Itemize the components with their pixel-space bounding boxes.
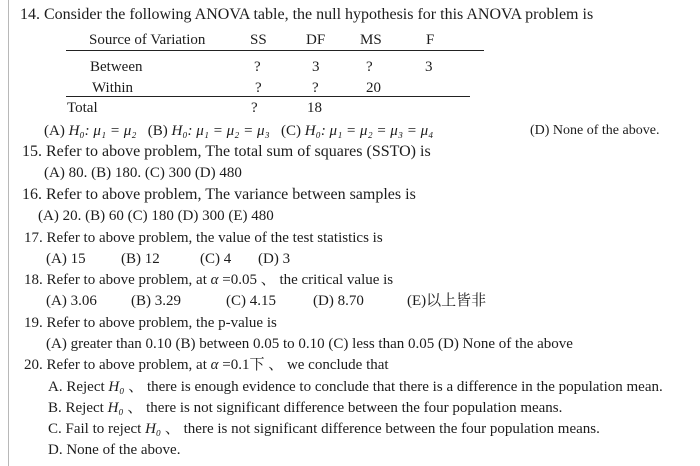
q17-stem: 17. Refer to above problem, the value of the test statistics is [24,230,383,246]
q14-option-c-label: (C) [281,123,302,139]
q20-alpha: α [210,357,219,373]
q20-option-a-label: A. Reject [48,379,109,395]
q18-option-e: (E)以上皆非 [407,293,487,309]
th-df: DF [306,32,326,48]
q17-option-c: (C) 4 [200,251,232,267]
q15-options: (A) 80. (B) 180. (C) 300 (D) 480 [44,165,242,181]
row-between-source: Between [90,59,143,75]
q14-option-c-formula: H₀: μ₁ = μ₂ = μ₃ = μ₄ [304,123,434,139]
q14-stem: 14. Consider the following ANOVA table, the null hypothesis for this ANOVA problem is [20,6,594,23]
q20-option-b-h0: H₀ [107,400,124,416]
q20-option-b [48,399,562,417]
th-ss: SS [250,32,267,48]
q14-option-a-formula: H₀: μ₁ = μ₂ [68,123,137,139]
q14-option-b-formula: H₀: μ₁ = μ₂ = μ₃ [171,123,270,139]
q16-stem: 16. Refer to above problem, The variance between samples is [22,186,416,203]
q14-options [44,122,433,140]
q19-stem: 19. Refer to above problem, the p-value is [24,315,277,331]
q18-stem-pre: 18. Refer to above problem, at [24,272,211,288]
q18-option-c: (C) 4.15 [226,293,276,309]
q17-option-a: (A) 15 [46,251,86,267]
table-total-rule [66,96,470,97]
row-within-ss: ? [255,80,262,96]
th-source: Source of Variation [89,32,206,48]
row-between-df: 3 [312,59,320,75]
page-border [8,0,9,466]
q18-option-a: (A) 3.06 [46,293,97,309]
q18-option-b: (B) 3.29 [131,293,181,309]
q20-stem [24,356,389,374]
th-ms: MS [360,32,382,48]
q20-option-a-rest: 、 there is enough evidence to conclude that there is a difference in the population mean. [124,379,663,395]
q20-stem-post: =0.1下 、 we conclude that [218,357,389,373]
q20-option-b-rest: 、 there is not significant difference between the four population means. [123,400,563,416]
row-total-source: Total [67,100,98,116]
q16-options: (A) 20. (B) 60 (C) 180 (D) 300 (E) 480 [38,208,274,224]
q20-option-c-h0: H₀ [145,421,162,437]
row-total-df: 18 [307,100,322,116]
q18-option-d: (D) 8.70 [313,293,364,309]
q18-stem-post: =0.05 、 the critical value is [218,272,394,288]
th-f: F [426,32,435,48]
q19-options: (A) greater than 0.10 (B) between 0.05 to 0.10 (C) less than 0.05 (D) None of the above [46,336,573,352]
q20-option-a [48,378,663,396]
q20-option-c-label: C. Fail to reject [48,421,146,437]
q20-option-c-rest: 、 there is not significant difference between the four population means. [161,421,600,437]
row-within-ms: 20 [366,80,381,96]
q20-stem-pre: 20. Refer to above problem, at [24,357,211,373]
row-within-df: ? [312,80,319,96]
q20-option-c [48,420,600,438]
row-total-ss: ? [251,100,258,116]
row-within-source: Within [92,80,134,96]
q14-option-b-label: (B) [147,123,168,139]
row-between-ss: ? [254,59,261,75]
q20-option-d: D. None of the above. [48,442,181,458]
q18-stem [24,271,393,289]
q14-option-a-label: (A) [44,123,65,139]
q17-option-b: (B) 12 [121,251,160,267]
q20-option-a-h0: H₀ [108,379,125,395]
row-between-f: 3 [425,59,433,75]
q14-option-d: (D) None of the above. [530,123,660,138]
table-header-rule [66,50,484,51]
row-between-ms: ? [366,59,373,75]
q20-option-b-label: B. Reject [48,400,108,416]
q15-stem: 15. Refer to above problem, The total sum of squares (SSTO) is [22,143,431,160]
q17-option-d: (D) 3 [258,251,291,267]
q18-alpha: α [210,272,219,288]
